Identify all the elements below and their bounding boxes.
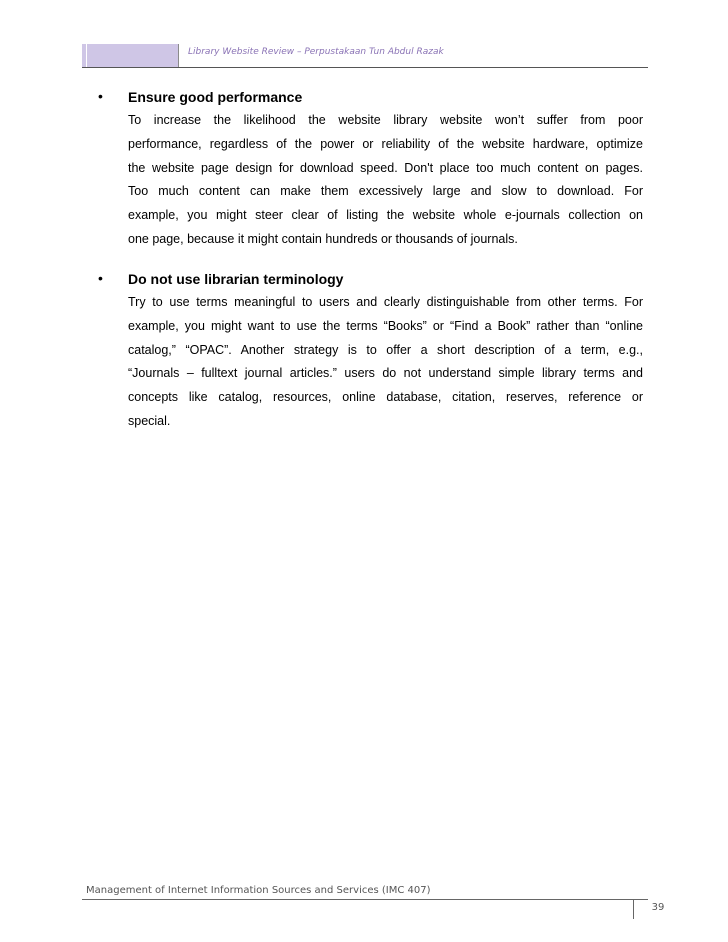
header-band-divider xyxy=(86,44,87,67)
footer-divider xyxy=(633,899,634,919)
section-do-not-use-librarian-terminology xyxy=(98,271,643,434)
paragraph-line: Try to use terms meaningful to users and clearly distinguishable from other terms. For xyxy=(128,295,643,309)
section-heading: Do not use librarian terminology xyxy=(128,271,344,287)
page-number: 39 xyxy=(651,902,665,913)
section-ensure-good-performance xyxy=(98,89,643,252)
header-divider xyxy=(178,44,179,67)
footer-rule xyxy=(82,899,648,900)
section-paragraph xyxy=(128,291,643,434)
header-accent-band xyxy=(82,44,178,67)
paragraph-line: example, you might steer clear of listing the website whole e-journals collection on xyxy=(128,208,643,223)
paragraph-line: “Journals – fulltext journal articles.” users do not understand simple library terms and xyxy=(128,366,643,381)
header-rule xyxy=(82,67,648,68)
paragraph-line: To increase the likelihood the website library website won’t suffer from poor xyxy=(128,113,643,127)
paragraph-line: performance, regardless of the power or reliability of the website hardware, optimize xyxy=(128,136,643,151)
section-heading: Ensure good performance xyxy=(128,89,303,105)
footer-course-title: Management of Internet Information Sources and Services (IMC 407) xyxy=(86,885,431,896)
bullet-icon: • xyxy=(98,88,103,104)
paragraph-line: example, you might want to use the terms “Books” or “Find a Book” rather than “online xyxy=(128,318,643,333)
paragraph-line: one page, because it might contain hundreds or thousands of journals. xyxy=(128,231,518,246)
paragraph-line: the website page design for download speed. Don't place too much content on pages. xyxy=(128,160,643,175)
paragraph-line: catalog,” “OPAC”. Another strategy is to offer a short description of a term, e.g., xyxy=(128,342,643,357)
paragraph-line: concepts like catalog, resources, online database, citation, reserves, reference or xyxy=(128,390,643,405)
paragraph-line: Too much content can make them excessively large and slow to download. For xyxy=(128,184,643,199)
paragraph-line: special. xyxy=(128,413,171,428)
bullet-icon: • xyxy=(98,270,103,286)
running-header-title: Library Website Review – Perpustakaan Tun Abdul Razak xyxy=(188,47,444,57)
section-paragraph xyxy=(128,109,643,252)
